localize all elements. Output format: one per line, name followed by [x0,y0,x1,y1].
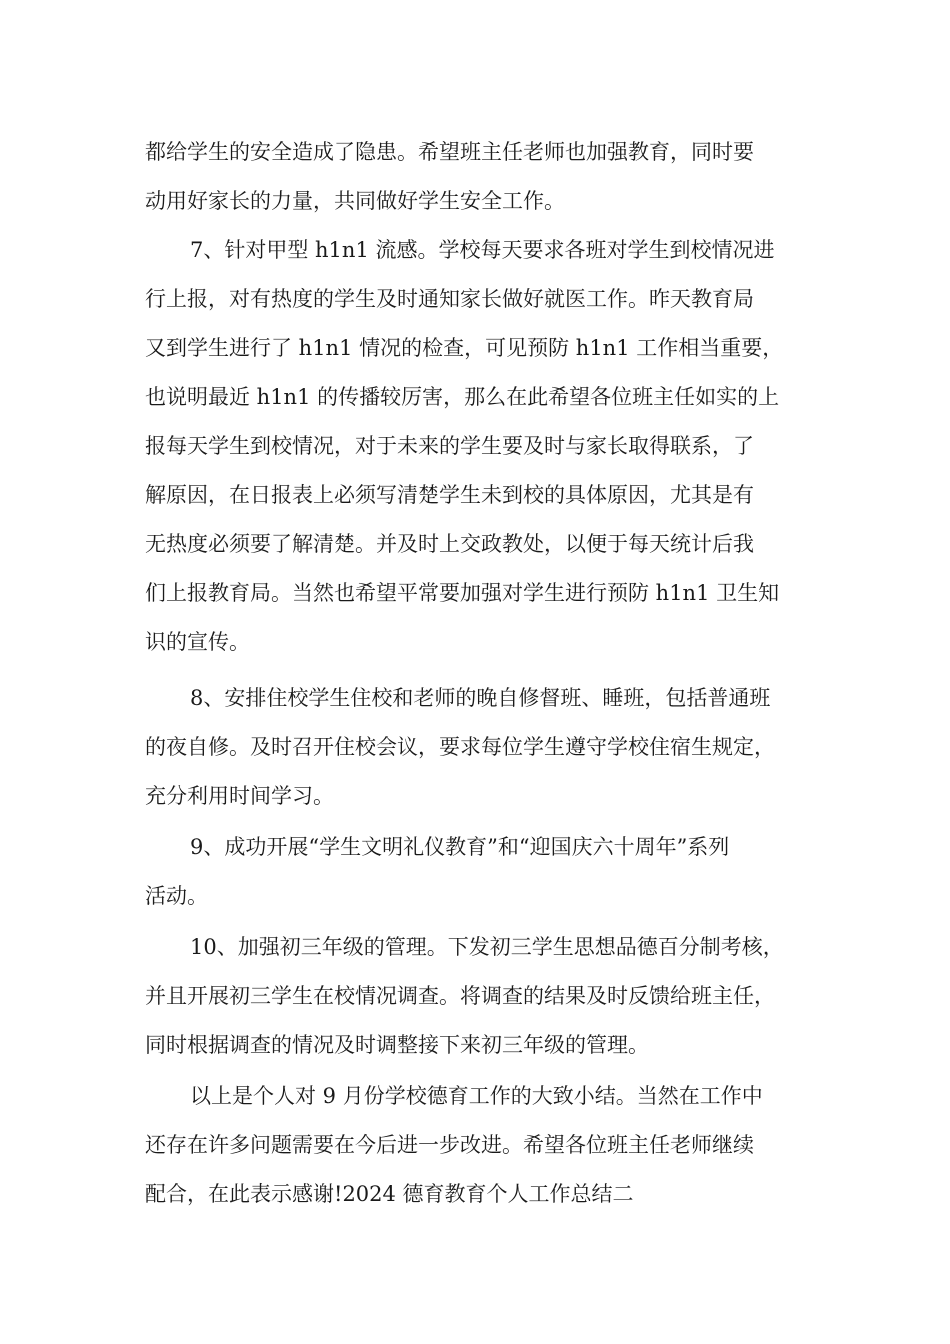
paragraph-start-line: 7、针对甲型 h1n1 流感。学校每天要求各班对学生到校情况进 [190,238,775,262]
text-line: 的夜自修。及时召开住校会议，要求每位学生遵守学校住宿生规定， [145,735,775,759]
text-line: 动用好家长的力量，共同做好学生安全工作。 [145,189,565,213]
text-line: 解原因，在日报表上必须写清楚学生未到校的具体原因，尤其是有 [145,483,754,507]
text-line: 也说明最近 h1n1 的传播较厉害，那么在此希望各位班主任如实的上 [145,385,780,409]
text-line: 识的宣传。 [145,630,250,654]
text-line: 们上报教育局。当然也希望平常要加强对学生进行预防 h1n1 卫生知 [145,581,780,605]
text-line: 无热度必须要了解清楚。并及时上交政教处，以便于每天统计后我 [145,532,754,556]
paragraph-start-line: 8、安排住校学生住校和老师的晚自修督班、睡班，包括普通班 [190,686,771,710]
paragraph-start-line: 以上是个人对 9 月份学校德育工作的大致小结。当然在工作中 [190,1084,763,1108]
paragraph-start-line: 10、加强初三年级的管理。下发初三学生思想品德百分制考核， [190,935,784,959]
text-line: 配合，在此表示感谢!2024 德育教育个人工作总结二 [145,1182,634,1206]
text-line: 报每天学生到校情况，对于未来的学生要及时与家长取得联系，了 [145,434,754,458]
text-line: 还存在许多问题需要在今后进一步改进。希望各位班主任老师继续 [145,1133,754,1157]
paragraph-start-line: 9、成功开展“学生文明礼仪教育”和“迎国庆六十周年”系列 [190,835,730,859]
text-line: 又到学生进行了 h1n1 情况的检查，可见预防 h1n1 工作相当重要， [145,336,784,360]
text-line: 并且开展初三学生在校情况调查。将调查的结果及时反馈给班主任， [145,984,775,1008]
text-line: 行上报，对有热度的学生及时通知家长做好就医工作。昨天教育局 [145,287,754,311]
text-line: 都给学生的安全造成了隐患。希望班主任老师也加强教育，同时要 [145,140,754,164]
text-line: 活动。 [145,884,208,908]
text-line: 同时根据调查的情况及时调整接下来初三年级的管理。 [145,1033,649,1057]
text-line: 充分利用时间学习。 [145,784,334,808]
